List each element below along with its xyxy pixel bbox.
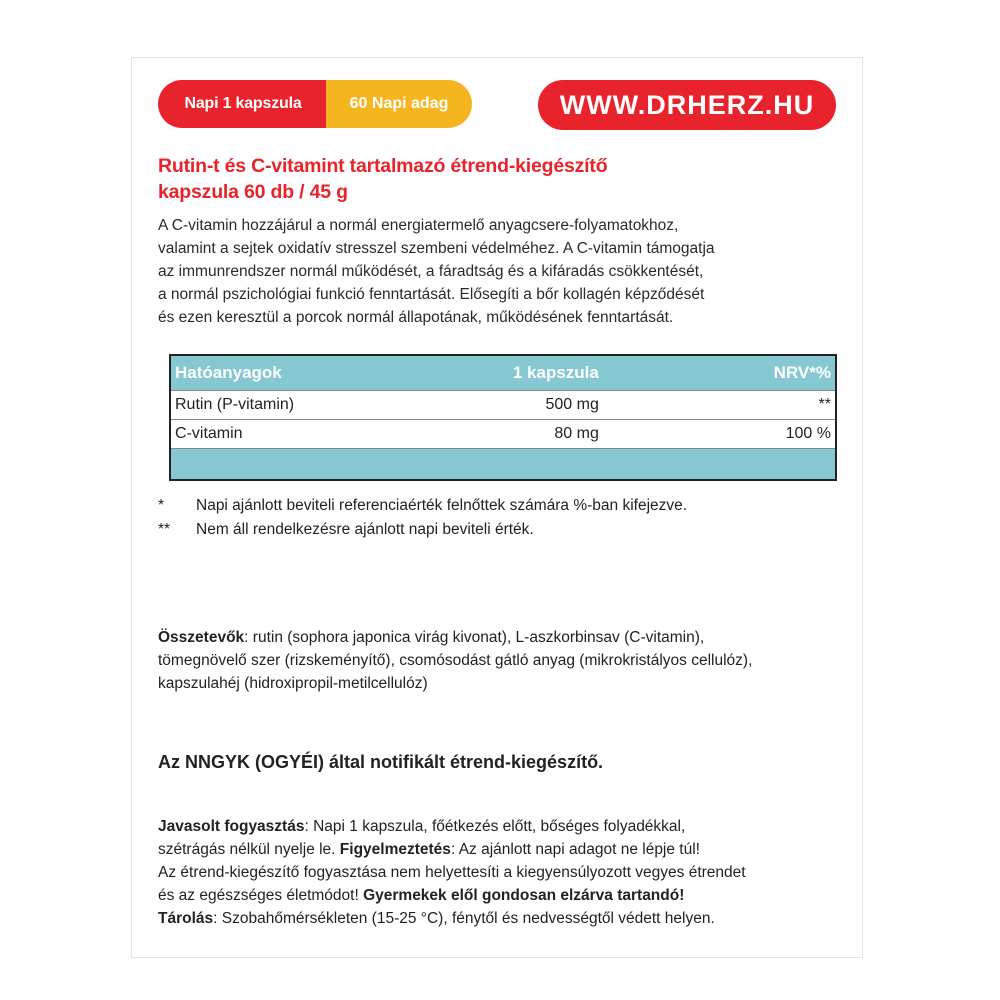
warning-text: Az étrend-kiegészítő fogyasztása nem helyettesíti a kiegyensúlyozott vegyes étrendet — [158, 864, 746, 881]
daily-dose-badge: Napi 1 kapszula — [158, 80, 328, 128]
product-title — [158, 153, 858, 205]
header-nrv: NRV*% — [603, 355, 836, 391]
header-per-capsule: 1 kapszula — [470, 355, 603, 391]
description-line: valamint a sejtek oxidatív stresszel szembeni védelméhez. A C-vitamin támogatja — [158, 240, 715, 257]
ingredients-text: : rutin (sophora japonica virág kivonat), L-aszkorbinsav (C-vitamin), — [244, 629, 705, 646]
table-header-row — [170, 355, 836, 391]
ingredients-label: Összetevők — [158, 629, 245, 646]
storage-label: Tárolás — [158, 910, 214, 927]
footnote — [158, 494, 858, 518]
ingredient-nrv: 100 % — [603, 420, 836, 449]
usage-label: Javasolt fogyasztás — [158, 818, 305, 835]
children-warning: Gyermekek elől gondosan elzárva tartandó! — [363, 887, 685, 904]
notification-statement: Az NNGYK (OGYÉI) által notifikált étrend-kiegészítő. — [158, 752, 604, 772]
ingredient-nrv: ** — [603, 391, 836, 420]
footnote-marker: ** — [158, 521, 171, 538]
nutrition-table — [169, 354, 837, 481]
warning-text: és az egészséges életmódot! — [158, 887, 364, 904]
ingredient-amount: 500 mg — [470, 391, 603, 420]
description-line: és ezen keresztül a porcok normál állapotának, működésének fenntartását. — [158, 309, 674, 326]
description-line: az immunrendszer normál működését, a fáradtság és a kifáradás csökkentését, — [158, 263, 704, 280]
header-active-ingredients: Hatóanyagok — [170, 355, 470, 391]
ingredients-section — [158, 626, 858, 695]
website-url-badge[interactable]: WWW.DRHERZ.HU — [538, 80, 836, 130]
footnote-marker: * — [158, 497, 165, 514]
ingredients-text: tömegnövelő szer (rizskeményítő), csomósodást gátló anyag (mikrokristályos cellulóz), — [158, 652, 753, 669]
product-description — [158, 214, 858, 329]
ingredients-text: kapszulahéj (hidroxipropil-metilcellulóz) — [158, 675, 428, 692]
footnote — [158, 518, 858, 542]
table-row — [170, 391, 836, 420]
storage-text: : Szobahőmérsékleten (15-25 °C), fénytől és nedvességtől védett helyen. — [213, 910, 715, 927]
usage-text: : Napi 1 kapszula, főétkezés előtt, bőséges folyadékkal, — [304, 818, 686, 835]
description-line: A C-vitamin hozzájárul a normál energiatermelő anyagcsere-folyamatokhoz, — [158, 217, 679, 234]
product-title-line-1: Rutin-t és C-vitamint tartalmazó étrend-kiegészítő — [158, 155, 608, 177]
warning-label: Figyelmeztetés — [339, 841, 451, 858]
description-line: a normál pszichológiai funkció fenntartását. Elősegíti a bőr kollagén képződését — [158, 286, 705, 303]
table-footer-row — [170, 449, 836, 481]
table-row — [170, 420, 836, 449]
ingredient-name: Rutin (P-vitamin) — [170, 391, 470, 420]
usage-text: szétrágás nélkül nyelje le. — [158, 841, 340, 858]
warning-text: : Az ajánlott napi adagot ne lépje túl! — [450, 841, 700, 858]
ingredient-name: C-vitamin — [170, 420, 470, 449]
footnote-text: Nem áll rendelkezésre ajánlott napi beviteli érték. — [196, 521, 534, 538]
servings-badge: 60 Napi adag — [326, 80, 472, 128]
footnote-text: Napi ajánlott beviteli referenciaérték felnőttek számára %-ban kifejezve. — [196, 497, 688, 514]
product-title-line-2: kapszula 60 db / 45 g — [158, 181, 348, 203]
usage-section — [158, 815, 858, 930]
footnotes — [158, 494, 858, 542]
ingredient-amount: 80 mg — [470, 420, 603, 449]
